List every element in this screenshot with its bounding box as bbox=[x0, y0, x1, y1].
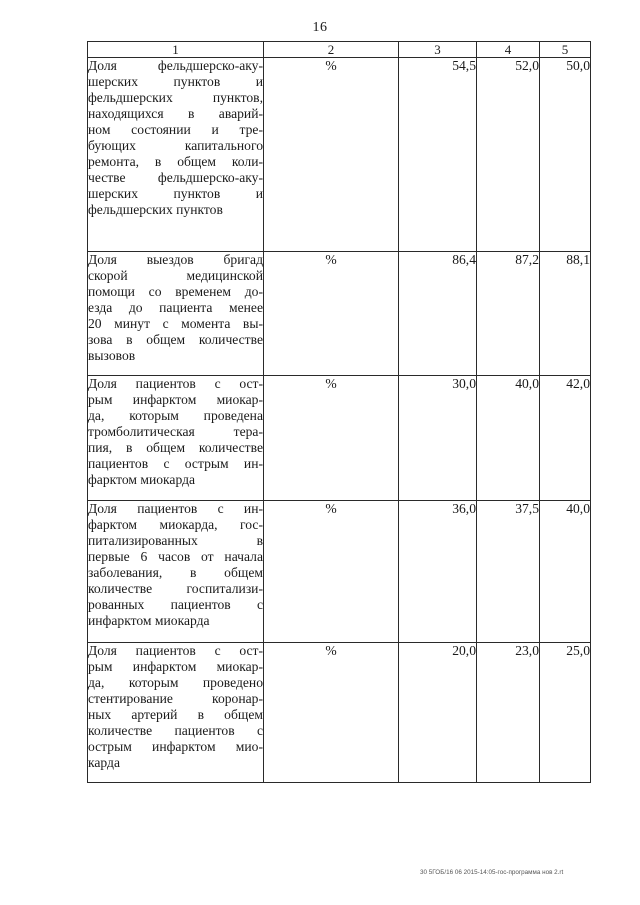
indicator-description bbox=[88, 252, 264, 376]
description-line: помощи со временем до- bbox=[88, 284, 263, 299]
unit-cell: % bbox=[264, 501, 399, 643]
description-line: ном состоянии и тре- bbox=[88, 122, 263, 137]
table-row bbox=[88, 58, 591, 252]
description-line: стентирование коронар- bbox=[88, 691, 263, 706]
description-line: Доля фельдшерско-аку- bbox=[88, 58, 263, 73]
value-col3: 36,0 bbox=[399, 501, 477, 643]
description-line: фарктом миокарда bbox=[88, 472, 196, 487]
unit-cell: % bbox=[264, 376, 399, 501]
description-line: находящихся в аварий- bbox=[88, 106, 263, 121]
column-header-3: 3 bbox=[399, 42, 477, 58]
description-line: рым инфарктом миокар- bbox=[88, 659, 263, 674]
description-line: рованных пациентов с bbox=[88, 597, 263, 612]
unit-cell: % bbox=[264, 58, 399, 252]
description-line: количестве пациентов с bbox=[88, 723, 263, 738]
description-line: питализированных в bbox=[88, 533, 263, 548]
table-row bbox=[88, 501, 591, 643]
unit-cell: % bbox=[264, 252, 399, 376]
description-line: ных артерий в общем bbox=[88, 707, 263, 722]
footer-file-stamp: 30 5ГОБ/16 06 2015-14:05-гос-программа нов 2.rt bbox=[420, 869, 564, 876]
description-line: честве фельдшерско-аку- bbox=[88, 170, 263, 185]
description-line: острым инфарктом мио- bbox=[88, 739, 263, 754]
description-line: заболевания, в общем bbox=[88, 565, 263, 580]
value-col4: 23,0 bbox=[477, 643, 540, 783]
indicator-description bbox=[88, 58, 264, 252]
page-number: 16 bbox=[312, 20, 328, 35]
description-line: Доля пациентов с ин- bbox=[88, 501, 263, 516]
description-line: ремонта, в общем коли- bbox=[88, 154, 263, 169]
description-line: первые 6 часов от начала bbox=[88, 549, 263, 564]
description-line: Доля пациентов с ост- bbox=[88, 643, 263, 658]
table-row bbox=[88, 376, 591, 501]
value-col4: 37,5 bbox=[477, 501, 540, 643]
description-line: Доля выездов бригад bbox=[88, 252, 263, 267]
column-header-1: 1 bbox=[88, 42, 264, 58]
description-line: фельдшерских пунктов bbox=[88, 202, 223, 217]
value-col5: 42,0 bbox=[540, 376, 591, 501]
description-line: бующих капитального bbox=[88, 138, 263, 153]
description-line: тромболитическая тера- bbox=[88, 424, 263, 439]
value-col4: 52,0 bbox=[477, 58, 540, 252]
description-line: шерских пунктов и bbox=[88, 186, 263, 201]
description-line: вызовов bbox=[88, 348, 136, 363]
value-col5: 25,0 bbox=[540, 643, 591, 783]
indicator-description bbox=[88, 501, 264, 643]
column-header-4: 4 bbox=[477, 42, 540, 58]
description-line: шерских пунктов и bbox=[88, 74, 263, 89]
value-col5: 40,0 bbox=[540, 501, 591, 643]
value-col3: 20,0 bbox=[399, 643, 477, 783]
value-col5: 88,1 bbox=[540, 252, 591, 376]
description-line: зова в общем количестве bbox=[88, 332, 263, 347]
column-header-5: 5 bbox=[540, 42, 591, 58]
value-col3: 86,4 bbox=[399, 252, 477, 376]
description-line: да, которым проведена bbox=[88, 408, 263, 423]
header-row bbox=[88, 42, 591, 58]
indicator-description bbox=[88, 643, 264, 783]
description-line: пациентов с острым ин- bbox=[88, 456, 263, 471]
value-col4: 87,2 bbox=[477, 252, 540, 376]
table-row bbox=[88, 643, 591, 783]
indicators-table bbox=[87, 41, 591, 783]
description-line: карда bbox=[88, 755, 120, 770]
value-col5: 50,0 bbox=[540, 58, 591, 252]
description-line: фельдшерских пунктов, bbox=[88, 90, 263, 105]
column-header-2: 2 bbox=[264, 42, 399, 58]
description-line: инфарктом миокарда bbox=[88, 613, 210, 628]
value-col3: 30,0 bbox=[399, 376, 477, 501]
description-line: скорой медицинской bbox=[88, 268, 263, 283]
description-line: Доля пациентов с ост- bbox=[88, 376, 263, 391]
description-line: да, которым проведено bbox=[88, 675, 263, 690]
description-line: пия, в общем количестве bbox=[88, 440, 263, 455]
description-line: фарктом миокарда, гос- bbox=[88, 517, 263, 532]
description-line: 20 минут с момента вы- bbox=[88, 316, 263, 331]
value-col4: 40,0 bbox=[477, 376, 540, 501]
unit-cell: % bbox=[264, 643, 399, 783]
table-row bbox=[88, 252, 591, 376]
description-line: езда до пациента менее bbox=[88, 300, 263, 315]
description-line: рым инфарктом миокар- bbox=[88, 392, 263, 407]
value-col3: 54,5 bbox=[399, 58, 477, 252]
indicator-description bbox=[88, 376, 264, 501]
description-line: количестве госпитализи- bbox=[88, 581, 263, 596]
